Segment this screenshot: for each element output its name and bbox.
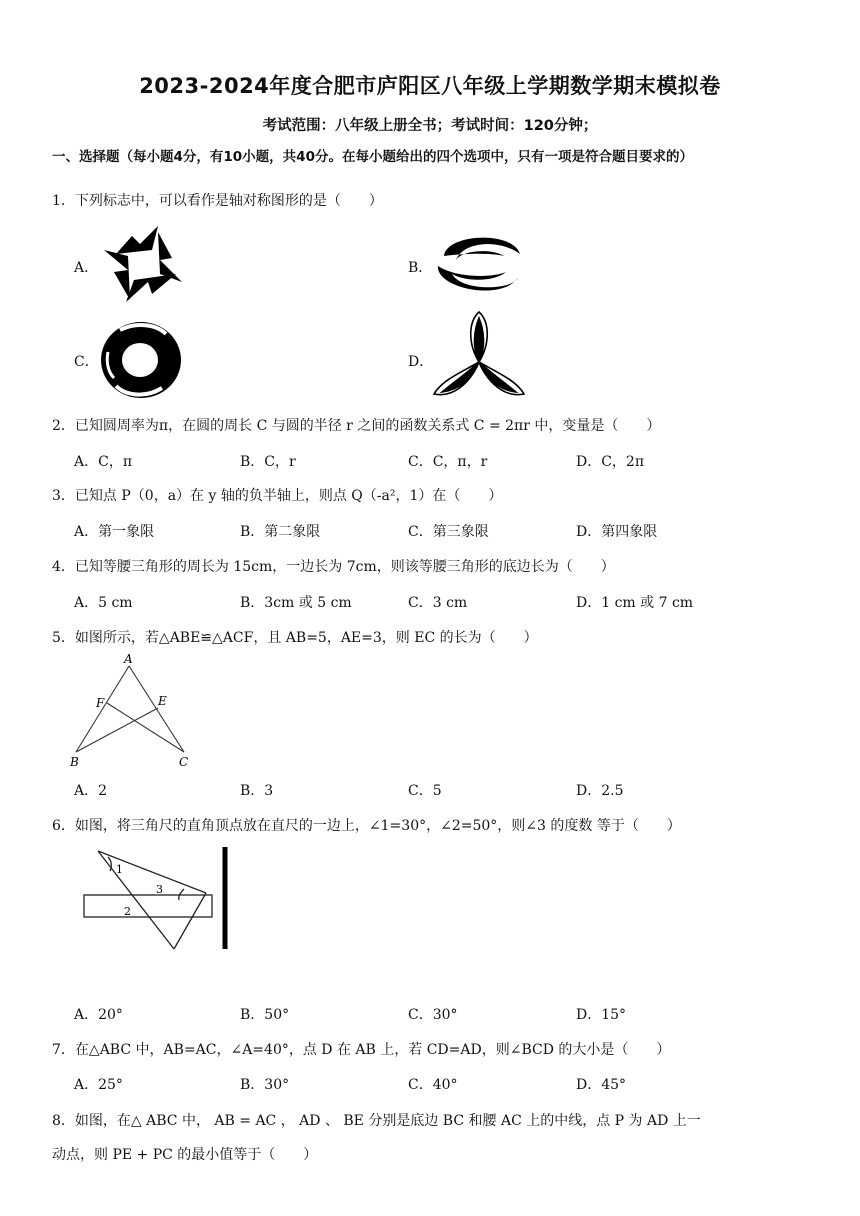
angle-1-label: 1	[116, 863, 123, 876]
label-c: C	[179, 755, 189, 769]
q5-triangle-figure	[66, 652, 196, 770]
logo-c-swirl-icon	[96, 316, 186, 402]
q1-option-c[interactable]: C．	[74, 354, 99, 370]
question-7: 7．在△ABC 中，AB=AC，∠A=40°，点 D 在 AB 上，若 CD=AD，则∠BCD 的大小是（ ）	[52, 1042, 671, 1058]
q2-option-b[interactable]: B．C，r	[240, 454, 296, 470]
q4-option-a[interactable]: A．5 cm	[74, 595, 133, 611]
section-heading: 一、选择题（每小题4分，有10小题，共40分。在每小题给出的四个选项中，只有一项是符合题目要求的）	[52, 149, 693, 165]
q2-option-d[interactable]: D．C，2π	[576, 454, 645, 470]
q3-option-c[interactable]: C．第三象限	[408, 524, 489, 540]
q5-option-c[interactable]: C．5	[408, 783, 442, 799]
logo-a-stars-icon	[100, 224, 186, 306]
q4-option-d[interactable]: D．1 cm 或 7 cm	[576, 595, 694, 611]
q1-option-b[interactable]: B．	[408, 260, 433, 276]
q5-option-d[interactable]: D．2.5	[576, 783, 624, 799]
question-6: 6．如图，将三角尺的直角顶点放在直尺的一边上，∠1=30°，∠2=50°，则∠3 的度数 等于（ ）	[52, 818, 681, 834]
question-3: 3．已知点 P（0，a）在 y 轴的负半轴上，则点 Q（-a²，1）在（ ）	[52, 488, 503, 504]
q4-option-b[interactable]: B．3cm 或 5 cm	[240, 595, 352, 611]
page-title: 2023-2024年度合肥市庐阳区八年级上学期数学期末模拟卷	[139, 74, 721, 98]
q5-option-b[interactable]: B．3	[240, 783, 274, 799]
angle-2-label: 2	[124, 905, 131, 918]
q1-option-d[interactable]: D．	[408, 354, 434, 370]
question-2: 2．已知圆周率为π，在圆的周长 C 与圆的半径 r 之间的函数关系式 C = 2πr 中，变量是（ ）	[52, 418, 661, 434]
q7-option-b[interactable]: B．30°	[240, 1077, 290, 1093]
logo-b-rings-icon	[432, 226, 524, 302]
q7-option-c[interactable]: C．40°	[408, 1077, 458, 1093]
q4-option-c[interactable]: C．3 cm	[408, 595, 468, 611]
q5-option-a[interactable]: A．2	[74, 783, 108, 799]
exam-info: 考试范围：八年级上册全书；考试时间：120分钟；	[262, 118, 598, 134]
logo-d-petals-icon	[432, 310, 526, 402]
label-e: E	[158, 694, 167, 708]
question-8: 8．如图，在△ ABC 中， AB = AC ， AD 、 BE 分别是底边 BC 和腰 AC 上的中线，点 P 为 AD 上一	[52, 1113, 701, 1129]
q6-option-a[interactable]: A．20°	[74, 1007, 123, 1023]
q2-option-c[interactable]: C．C，π，r	[408, 454, 488, 470]
q6-option-d[interactable]: D．15°	[576, 1007, 627, 1023]
question-4: 4．已知等腰三角形的周长为 15cm，一边长为 7cm，则该等腰三角形的底边长为（ ）	[52, 559, 615, 575]
label-f: F	[96, 696, 105, 710]
angle-3-label: 3	[156, 883, 163, 896]
q3-option-b[interactable]: B．第二象限	[240, 524, 321, 540]
q3-option-a[interactable]: A．第一象限	[74, 524, 155, 540]
q2-option-a[interactable]: A．C，π	[74, 454, 133, 470]
question-8-continued: 动点，则 PE + PC 的最小值等于（ ）	[52, 1147, 318, 1163]
q6-ruler-figure	[80, 845, 240, 957]
label-a: A	[124, 652, 133, 666]
q6-option-c[interactable]: C．30°	[408, 1007, 458, 1023]
q7-option-a[interactable]: A．25°	[74, 1077, 123, 1093]
q6-option-b[interactable]: B．50°	[240, 1007, 290, 1023]
question-1: 1．下列标志中，可以看作是轴对称图形的是（ ）	[52, 193, 383, 209]
q1-option-a[interactable]: A．	[74, 260, 99, 276]
question-5: 5．如图所示，若△ABE≌△ACF，且 AB=5，AE=3，则 EC 的长为（ ）	[52, 630, 538, 646]
q3-option-d[interactable]: D．第四象限	[576, 524, 658, 540]
label-b: B	[70, 755, 79, 769]
q7-option-d[interactable]: D．45°	[576, 1077, 627, 1093]
